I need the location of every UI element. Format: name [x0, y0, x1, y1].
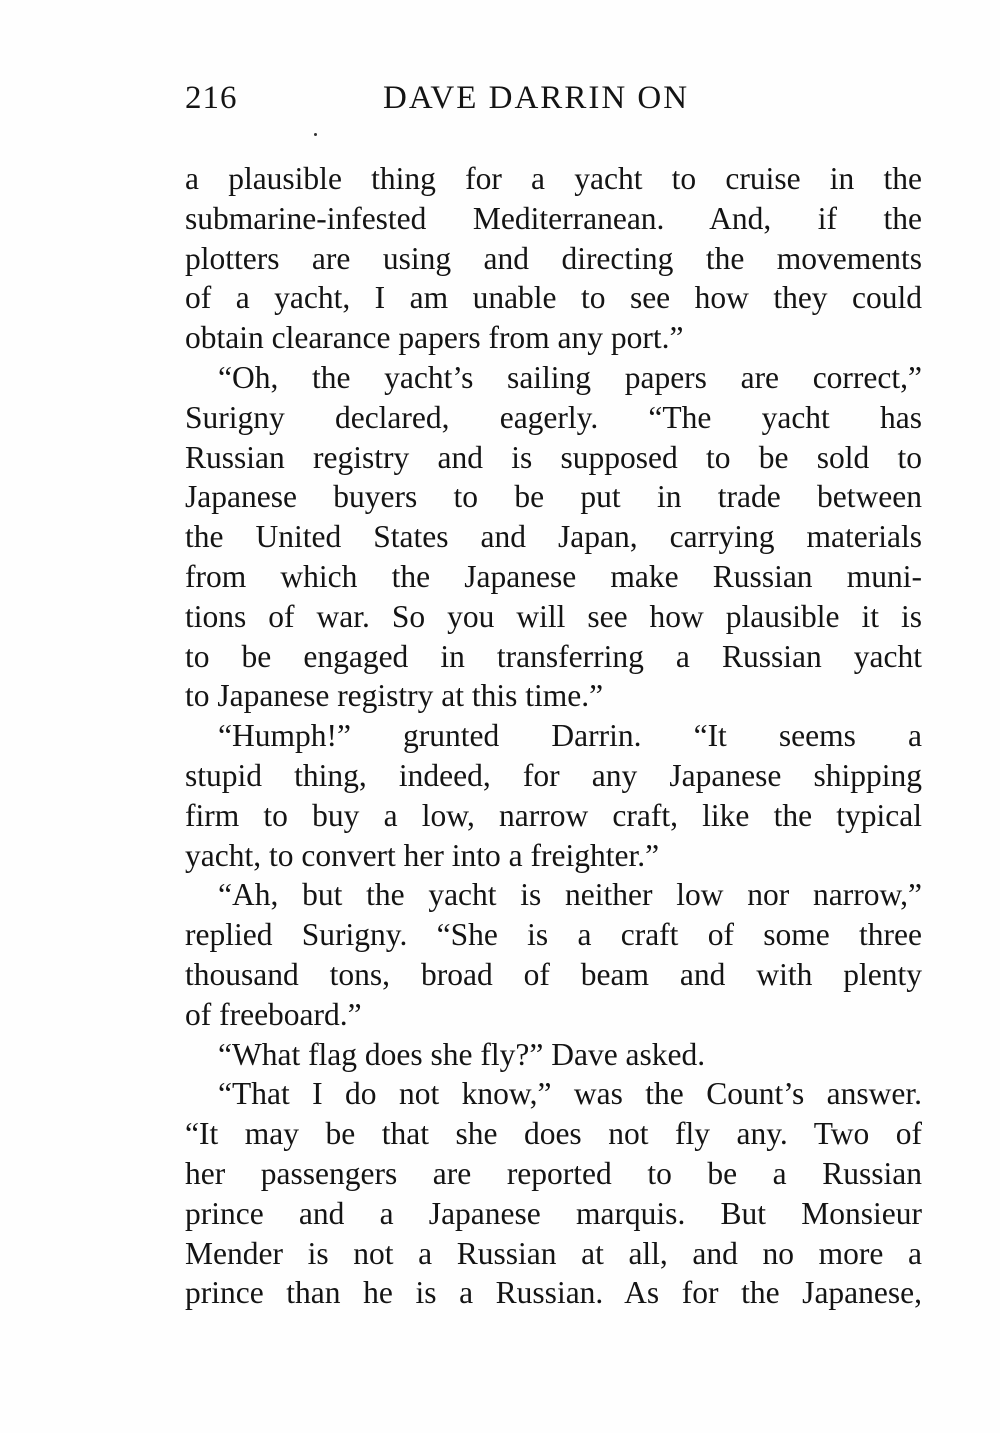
- text-line: of freeboard.”: [185, 996, 362, 1032]
- page-number: 216: [185, 80, 238, 116]
- text-line: firm to buy a low, narrow craft, like the typical: [185, 797, 922, 833]
- text-line: “It may be that she does not fly any. Two of: [185, 1116, 922, 1152]
- text-line: obtain clearance papers from any port.”: [185, 320, 684, 356]
- running-head: DAVE DARRIN ON: [383, 80, 690, 116]
- text-line: prince and a Japanese marquis. But Monsieur: [185, 1195, 922, 1231]
- text-line: “Humph!” grunted Darrin. “It seems a: [218, 718, 922, 754]
- print-speck: [314, 133, 317, 136]
- text-line: yacht, to convert her into a freighter.”: [185, 837, 660, 873]
- text-line: “What flag does she fly?” Dave asked.: [218, 1036, 706, 1072]
- text-line: from which the Japanese make Russian muni-: [185, 558, 922, 594]
- page-header: [185, 76, 925, 120]
- text-line: “Oh, the yacht’s sailing papers are correct,”: [218, 359, 922, 395]
- text-line: Russian registry and is supposed to be sold to: [185, 439, 922, 475]
- text-line: to Japanese registry at this time.”: [185, 678, 604, 714]
- text-line: plotters are using and directing the movements: [185, 240, 922, 276]
- text-line: Japanese buyers to be put in trade between: [185, 479, 922, 515]
- text-line: “Ah, but the yacht is neither low nor narrow,”: [218, 877, 922, 913]
- body-text: [185, 159, 922, 1313]
- text-line: “That I do not know,” was the Count’s answer.: [218, 1076, 922, 1112]
- text-line: of a yacht, I am unable to see how they could: [185, 280, 922, 316]
- text-line: submarine-infested Mediterranean. And, if the: [185, 200, 922, 236]
- text-line: prince than he is a Russian. As for the Japanese,: [185, 1275, 922, 1311]
- text-line: a plausible thing for a yacht to cruise in the: [185, 161, 922, 196]
- text-line: Mender is not a Russian at all, and no more a: [185, 1235, 922, 1271]
- text-line: replied Surigny. “She is a craft of some three: [185, 917, 922, 953]
- text-line: her passengers are reported to be a Russian: [185, 1155, 922, 1191]
- text-line: Surigny declared, eagerly. “The yacht has: [185, 399, 922, 435]
- text-line: stupid thing, indeed, for any Japanese shipping: [185, 757, 922, 793]
- text-line: tions of war. So you will see how plausible it is: [185, 598, 922, 634]
- text-line: thousand tons, broad of beam and with plenty: [185, 956, 922, 992]
- text-line: to be engaged in transferring a Russian yacht: [185, 638, 922, 674]
- text-line: the United States and Japan, carrying materials: [185, 519, 922, 555]
